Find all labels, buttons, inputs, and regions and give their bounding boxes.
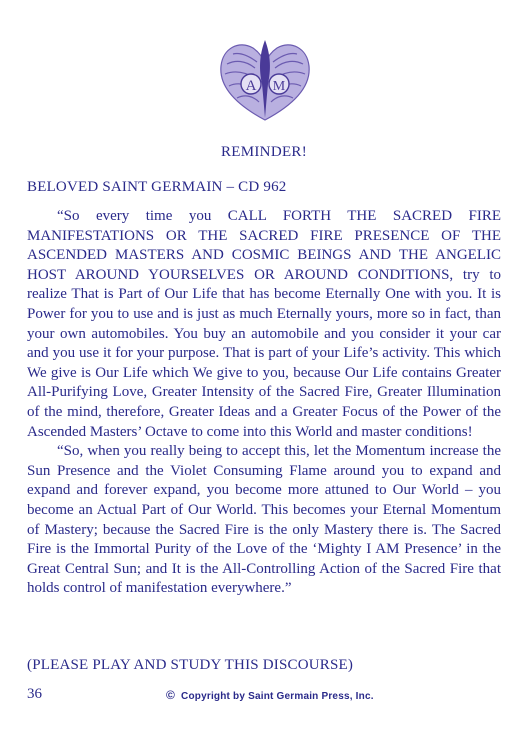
paragraph: “So, when you really being to accept this, let the Momentum increase the Sun Presence and the Violet Consuming Flame around you to expand and expand and forever expand, you become more attuned to Our World – you become an Actual Part of Our World. This becomes your Eternal Momentum of Mastery; because the Sacred Fire is the only Mastery there is. The Sacred Fire is the Immortal Purity of the Love of the ‘Mighty I AM Presence’ in the Great Central Sun; and It is the All-Controlling Action of the Sacred Fire that holds control of manifestation everywhere.” xyxy=(27,443,501,597)
paragraph: “So every time you CALL FORTH THE SACRED FIRE MANIFESTATIONS OR THE SACRED FIRE PRESENCE OF THE ASCENDED MASTERS AND COSMIC BEINGS AND THE ANGELIC HOST AROUND YOURSELVES OR AROUND CONDITIONS, try to realize That is Part of Our Life that has become Eternally One with you. It is Power for you to use and is just as much Eternally yours, more so in fact, than your own automobiles. You buy an automobile and you consider it your car and you use it for your purpose. That is part of your Life’s activity. This which We give is Our Life which We give to you, because Our Life contains Greater All-Purifying Love, Greater Intensity of the Sacred Fire, Greater Illumination of the mind, therefore, Greater Ideas and a Greater Focus of the Power of the Ascended Masters’ Octave to come into this World and master conditions! xyxy=(27,208,501,440)
discourse-body xyxy=(27,207,501,599)
page-number: 36 xyxy=(27,686,42,702)
copyright-line xyxy=(166,688,374,702)
study-note: (PLEASE PLAY AND STUDY THIS DISCOURSE) xyxy=(27,657,354,673)
winged-heart-am-emblem-icon xyxy=(215,34,315,124)
heading-reminder: REMINDER! xyxy=(220,144,308,160)
svg-text:A: A xyxy=(245,78,257,94)
copyright-text: Copyright by Saint Germain Press, Inc. xyxy=(181,691,374,702)
copyright-icon: © xyxy=(166,688,176,702)
svg-text:M: M xyxy=(272,79,286,94)
discourse-source: BELOVED SAINT GERMAIN – CD 962 xyxy=(27,179,287,195)
